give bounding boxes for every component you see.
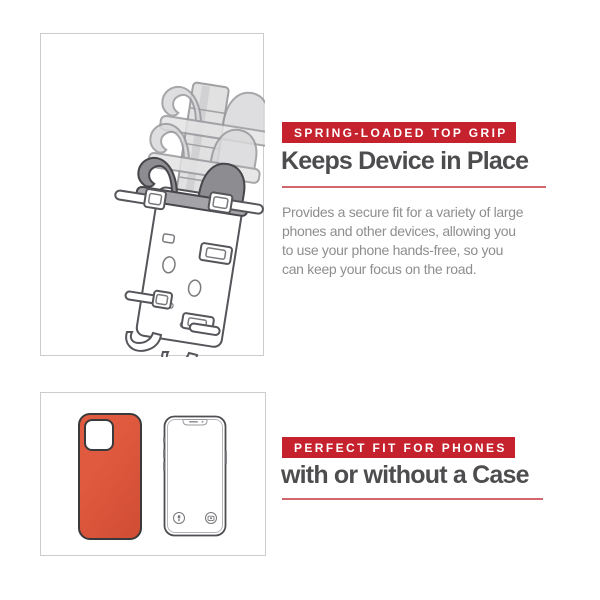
phone-line-drawing — [163, 415, 227, 537]
mute-switch — [163, 437, 165, 443]
bottom-hook-center — [162, 352, 197, 357]
front-camera-dot — [202, 421, 204, 423]
speaker-slot — [189, 421, 198, 423]
volume-down-button — [163, 462, 165, 471]
mount-line-art — [41, 34, 265, 357]
top-headline: Keeps Device in Place — [281, 147, 529, 175]
volume-up-button — [163, 449, 165, 458]
phone-outline — [163, 415, 227, 537]
case-camera-cutout — [84, 419, 114, 451]
top-banner-label: SPRING-LOADED TOP GRIP — [294, 125, 508, 140]
top-divider-line — [282, 186, 546, 188]
body-line: to use your phone hands-free, so you — [282, 242, 504, 258]
bottom-divider-line — [282, 498, 543, 500]
phone-case — [78, 413, 142, 540]
bottom-banner-label: PERFECT FIT FOR PHONES — [294, 440, 507, 455]
bottom-banner — [282, 437, 515, 458]
body-line: Provides a secure fit for a variety of large — [282, 204, 524, 220]
top-body-text — [282, 203, 523, 279]
power-button — [226, 451, 228, 464]
body-line: phones and other devices, allowing you — [282, 223, 516, 239]
bottom-headline: with or without a Case — [281, 461, 529, 489]
phone-image-box — [40, 392, 266, 556]
body-line: can keep your focus on the road. — [282, 261, 477, 277]
spring-grip-mount-illustration — [41, 34, 265, 357]
top-banner — [282, 122, 516, 143]
mount-image-box — [40, 33, 264, 356]
